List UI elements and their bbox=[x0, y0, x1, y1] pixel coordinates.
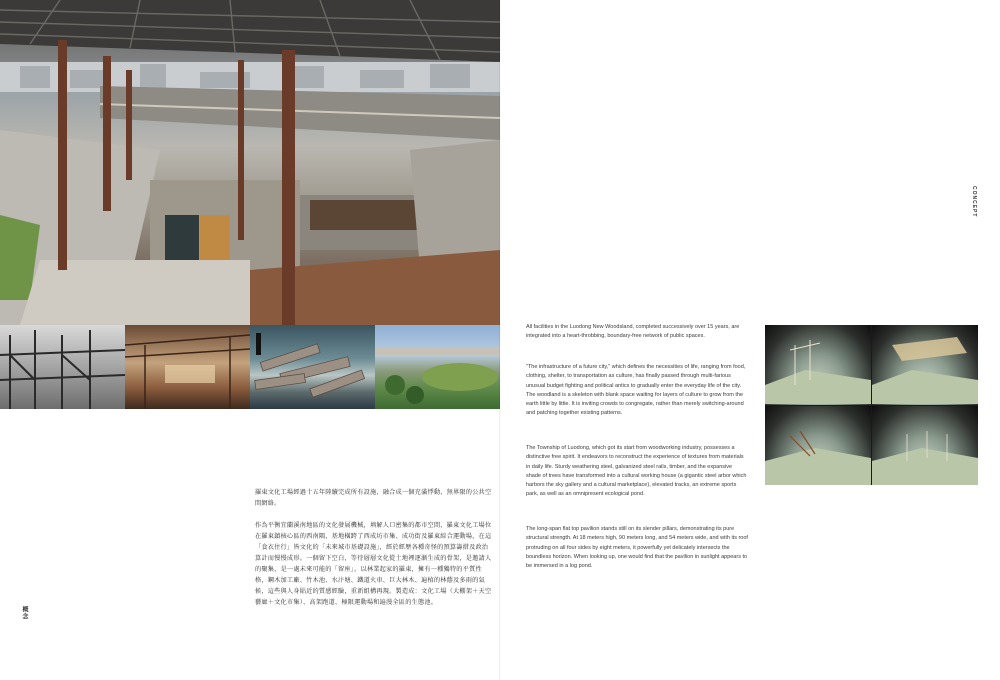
historic-steel-structure-photo bbox=[0, 325, 125, 409]
site-model-photo-1 bbox=[765, 325, 871, 405]
photo-strip bbox=[0, 325, 500, 409]
english-paragraph-2: "The infrastructure of a future city," which defines the necessities of life, ranging from food, clothing, shelter, to transportation as culture, has finally passed through multi-farious unusual budget fighting and political antics to gradually enter the everyday life of the city. The woodland is a skeleton with blank space waiting for layers of culture to grow from the earth little by little. It is inviting crowds to congregate, rather than merely switching-around and patching together existing patterns. bbox=[526, 364, 746, 417]
wooden-interior-photo bbox=[125, 325, 250, 409]
pavilion-illustration bbox=[0, 0, 500, 325]
english-paragraph-3: The Township of Luodong, which got its start from woodworking industry, possesses a distinctive free spirit. It endeavors to reconstruct the experience of textures from materials in daily life. Sturdy weathering steel, galvanized steel rails, timber, and the expansive shade of trees have transformed into a cultural working house (a gigantic steel arbor which harbors the sky gallery and a cultural marketplace), elevated tracks, an extreme sports park, as well as an omnipresent ecological pond. bbox=[526, 445, 747, 498]
steel-frame-graphic bbox=[0, 325, 125, 409]
chinese-intro-paragraph: 羅東文化工場經過十五年陸續完成所有設施，融合成一個充滿悸動、無界限的公共空間網絡。 bbox=[255, 489, 492, 507]
floating-logs-graphic bbox=[250, 325, 375, 409]
english-paragraph-1: All facilities in the Luodong New Woodsland, completed successively over 15 years, are integrated into a heart-throbbing, boundary-free network of public spaces. bbox=[526, 324, 740, 340]
model-graphic-2 bbox=[872, 325, 978, 404]
model-graphic-1 bbox=[765, 325, 871, 404]
pavilion-hero-photo bbox=[0, 0, 500, 325]
english-paragraph-4: The long-span flat top pavilion stands still on its slender pillars, demonstrating its pure structural strength. At 18 meters high, 90 meters long, and 54 meters wide, and with its roof protruding on all four sides by eight meters, it powerfully yet delicately intersects the boundless horizon. When looking up, one would find that the pavilion in sunlight appears to be immersed in a log pond. bbox=[526, 526, 748, 570]
section-label-zh: 概念 bbox=[21, 606, 27, 620]
section-label-en: CONCEPT bbox=[971, 186, 977, 218]
site-model-photo-4 bbox=[872, 406, 978, 486]
wood-beam-graphic bbox=[125, 325, 250, 409]
site-model-photo-grid bbox=[765, 325, 978, 485]
chinese-body-paragraph: 作為平衡宜蘭溪南地區的文化發展機械，填解人口密集的都市空間，羅東文化工場位在羅東鎮核心區的西南隅，基地橫跨了西成坊市集、成功街及羅東綜合運動場，在這「食衣住行」皆文化的「未來城市基礎設施」，經於經歷各種奇怪的預算籌措及政治算計而慢慢成形。一個留下空白，等待層層文化從土地裡逐漸生成的骨架，是邀請人的聚集，是一處未來可能的「留座」。以林業起家的羅東，擁有一種獨特的平質性格，鋼木加工廠、竹木池、水汴塘、鐵道火車、巨大林木、遍植的林蔭及多雨的氣候，這些與人身貼近的質感經驗，重新組構再現。製造成：文化工場（大棚架＋天空藝廊＋文化市集）、高架跑道、極限運動場和遍漫全區的生態池。 bbox=[255, 522, 492, 606]
log-pond-photo bbox=[250, 325, 375, 409]
site-model-photo-2 bbox=[872, 325, 978, 405]
aerial-park-photo bbox=[375, 325, 500, 409]
model-graphic-3 bbox=[765, 406, 871, 485]
model-graphic-4 bbox=[872, 406, 978, 485]
aerial-field-graphic bbox=[375, 325, 500, 409]
site-model-photo-3 bbox=[765, 406, 871, 486]
